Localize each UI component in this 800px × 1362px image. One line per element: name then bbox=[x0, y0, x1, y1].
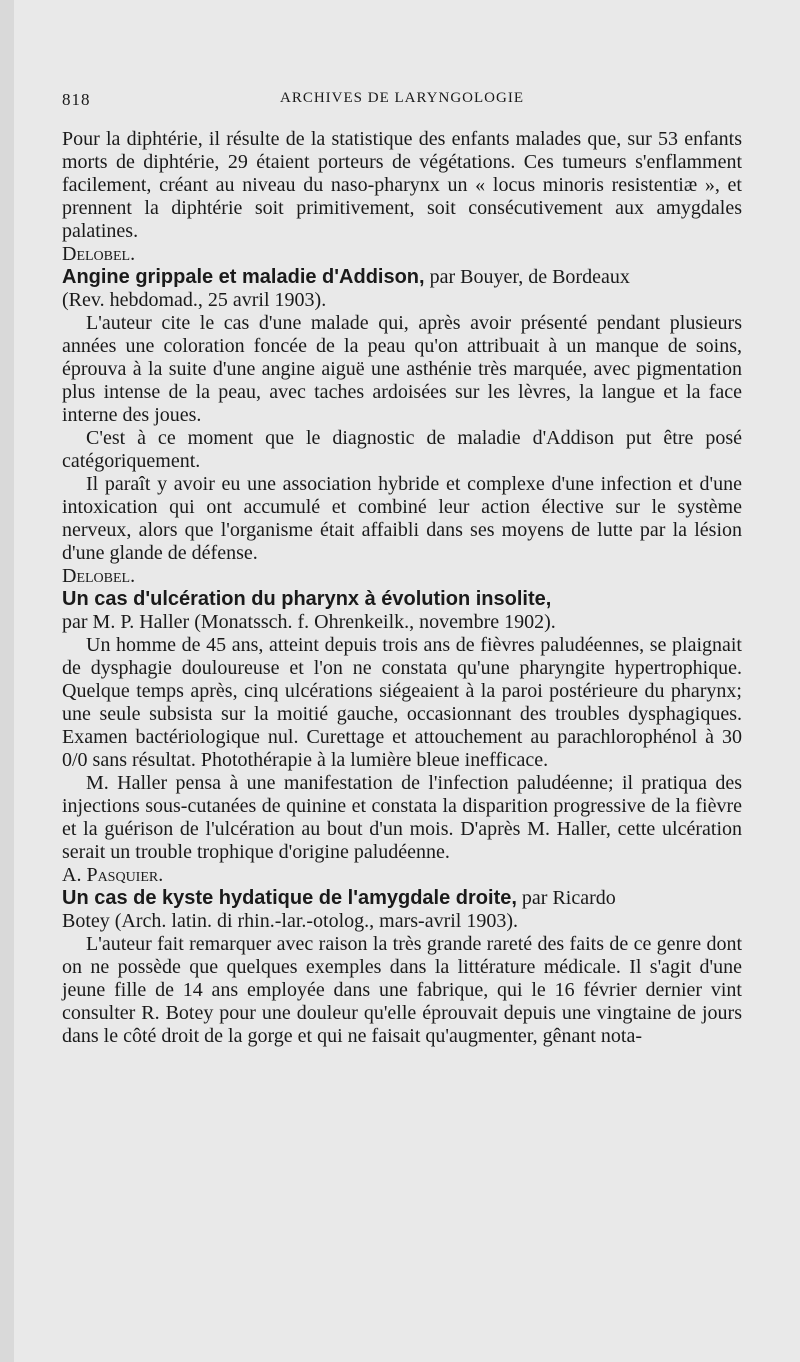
article-1-signature: Delobel. bbox=[62, 565, 136, 587]
article-2-heading bbox=[62, 588, 742, 611]
article-3-title: Un cas de kyste hydatique de l'amygdale droite, bbox=[62, 887, 517, 909]
article-2-reference: par M. P. Haller (Monatssch. f. Ohrenkeilk., novembre 1902). bbox=[62, 611, 556, 633]
page-number: 818 bbox=[62, 90, 91, 109]
article-1-title: Angine grippale et maladie d'Addison, bbox=[62, 266, 425, 288]
article-1-paragraph: L'auteur cite le cas d'une malade qui, après avoir présenté pendant plusieurs années une coloration foncée de la peau qu'on attribuait à un manque de soins, éprouva à la suite d'une angine aiguë une asthénie très marquée, avec pigmentation plus intense de la peau, avec taches ardoisées sur les lèvres, la langue et la face interne des joues. bbox=[62, 312, 742, 426]
article-1-paragraph: C'est à ce moment que le diagnostic de maladie d'Addison put être posé catégoriquement. bbox=[62, 427, 742, 472]
page-header bbox=[62, 90, 742, 114]
article-1-heading bbox=[62, 266, 742, 289]
article-2-title: Un cas d'ulcération du pharynx à évolution insolite, bbox=[62, 588, 552, 610]
article-3-heading bbox=[62, 887, 742, 910]
book-page bbox=[14, 0, 800, 1362]
article-1-reference: (Rev. hebdomad., 25 avril 1903). bbox=[62, 289, 327, 311]
article-3-byline: par Ricardo bbox=[516, 887, 616, 909]
intro-paragraph: Pour la diphtérie, il résulte de la statistique des enfants malades que, sur 53 enfants morts de diphtérie, 29 étaient porteurs de végétations. Ces tumeurs s'enflamment facilement, créant au niveau du naso-pharynx un « locus minoris resistentiæ », et prennent la diphtérie soit primitivement, soit consécutivement aux amygdales palatines. bbox=[62, 128, 742, 242]
intro-signature: Delobel. bbox=[62, 243, 136, 265]
article-2-paragraph: Un homme de 45 ans, atteint depuis trois ans de fièvres paludéennes, se plaignait de dysphagie douloureuse et l'on ne constata qu'une pharyngite hypertrophique. Quelque temps après, cinq ulcérations siégeaient à la paroi postérieure du pharynx; une seule subsista sur la moitié gauche, occasionnant des troubles dysphagiques. Examen bactériologique nul. Curettage et attouchement au parachlorophénol à 30 0/0 sans résultat. Photothérapie à la lumière bleue inefficace. bbox=[62, 634, 742, 771]
article-3-paragraph: L'auteur fait remarquer avec raison la très grande rareté des faits de ce genre dont on ne possède que quelques exemples dans la littérature médicale. Il s'agit d'une jeune fille de 14 ans employée dans une fabrique, qui le 16 février dernier vint consulter R. Botey pour une douleur qu'elle éprouvait depuis une vingtaine de jours dans le côté droit de la gorge et qui ne faisait qu'augmenter, gênant nota- bbox=[62, 933, 742, 1047]
running-head: ARCHIVES DE LARYNGOLOGIE bbox=[280, 90, 524, 106]
article-1-byline: par Bouyer, de Bordeaux bbox=[424, 266, 630, 288]
article-2-signature: A. Pasquier. bbox=[62, 864, 164, 886]
article-3-reference: Botey (Arch. latin. di rhin.-lar.-otolog., mars-avril 1903). bbox=[62, 910, 519, 932]
article-2-paragraph: M. Haller pensa à une manifestation de l'infection paludéenne; il pratiqua des injections sous-cutanées de quinine et constata la disparition progressive de la fièvre et la guérison de l'ulcération au bout d'un mois. D'après M. Haller, cette ulcération serait un trouble trophique d'origine paludéenne. bbox=[62, 772, 742, 863]
article-1-paragraph: Il paraît y avoir eu une association hybride et complexe d'une infection et d'une intoxication qui ont accumulé et combiné leur action élective sur le système nerveux, alors que l'organisme était affaibli dans ses moyens de lutte par la lésion d'une glande de défense. bbox=[62, 473, 742, 564]
page-body bbox=[62, 128, 742, 1048]
